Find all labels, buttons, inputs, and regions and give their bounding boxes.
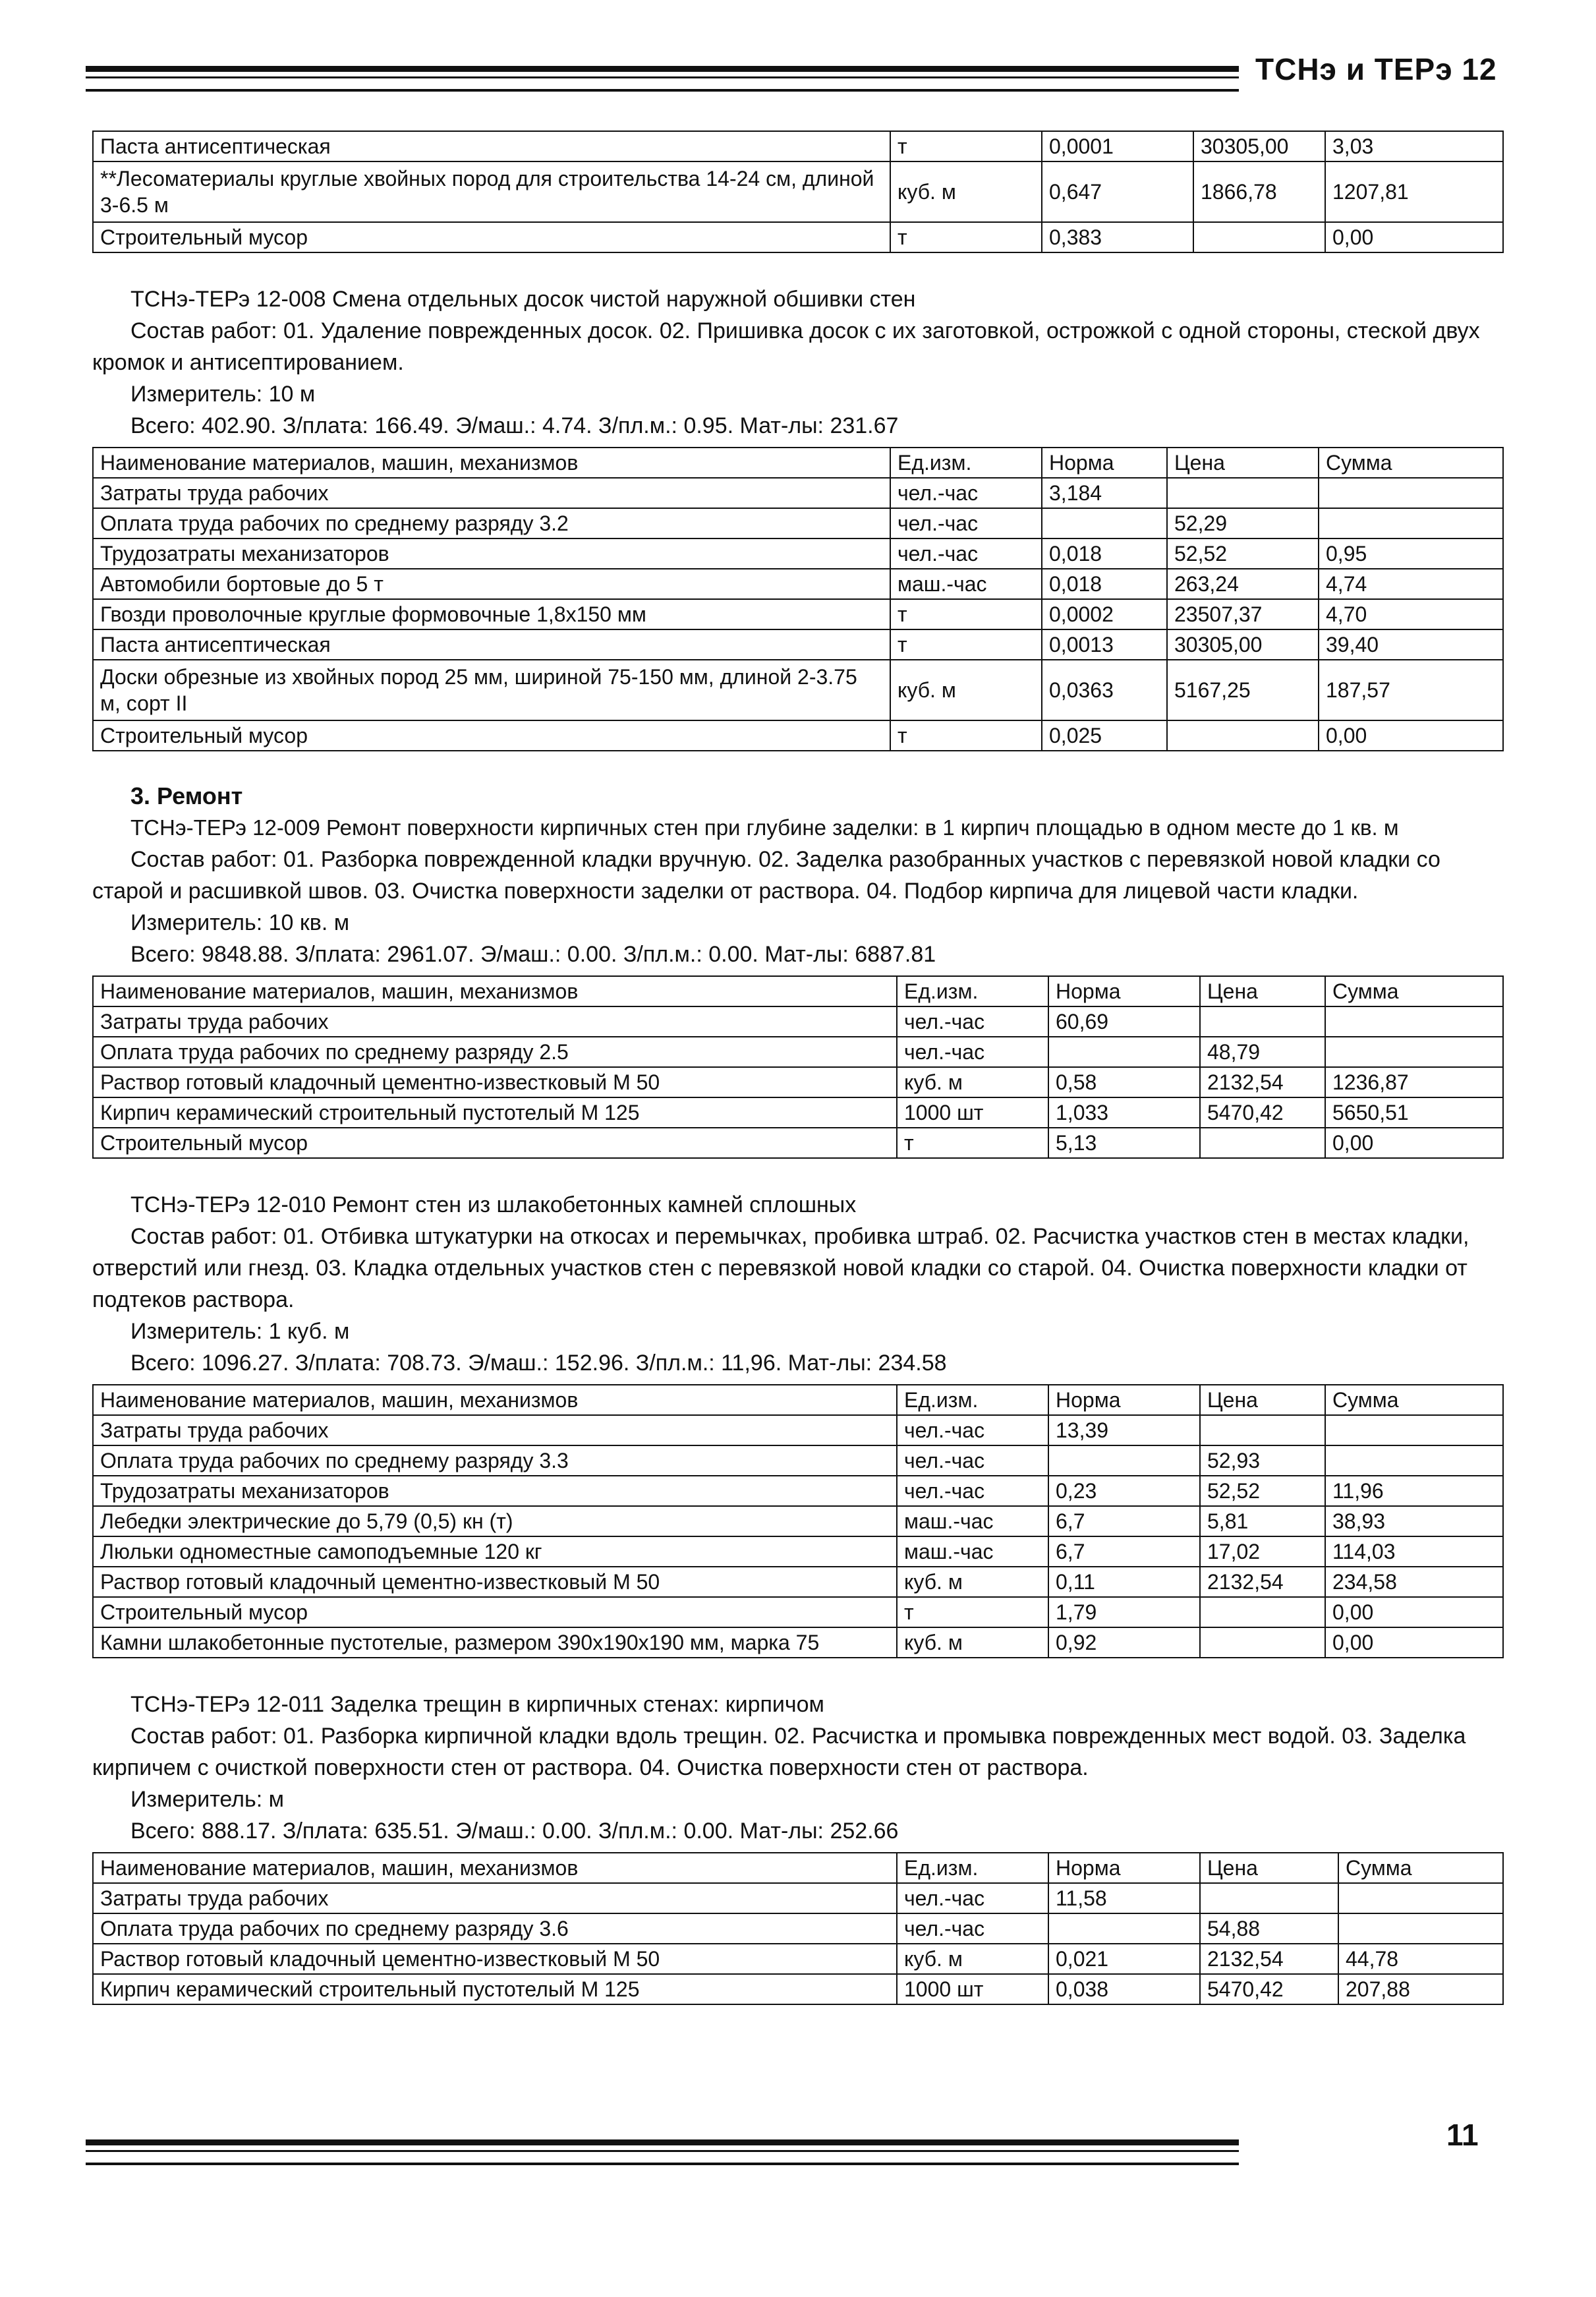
- cell-unit: куб. м: [897, 1067, 1048, 1097]
- cell-name: Паста антисептическая: [93, 629, 890, 660]
- table-row: [93, 1037, 1503, 1067]
- table-entry-010: [92, 1384, 1504, 1658]
- column-header: Наименование материалов, машин, механизмов: [93, 1385, 897, 1415]
- cell-name: Затраты труда рабочих: [93, 1006, 897, 1037]
- table-row: [93, 1567, 1503, 1597]
- table-entry-008: [92, 447, 1504, 751]
- entry-009-totals: Всего: 9848.88. З/плата: 2961.07. Э/маш.: 0.00. З/пл.м.: 0.00. Мат-лы: 6887.81: [130, 942, 936, 967]
- cell-name: Оплата труда рабочих по среднему разряду 3.6: [93, 1913, 897, 1944]
- cell-sum: 11,96: [1325, 1476, 1503, 1506]
- table-row: [93, 222, 1503, 252]
- table-row: [93, 720, 1503, 751]
- entry-009-composition: Состав работ: 01. Разборка поврежденной кладки вручную. 02. Заделка разобранных участков с перевязкой новой кладки со старой и расшивкой швов. 03. Очистка поверхности заделки от раствора. 04. Подбор кирпича для лицевой части кладки.: [92, 847, 1440, 904]
- entry-010-title: ТСНэ-ТЕРэ 12-010 Ремонт стен из шлакобетонных камней сплошных: [130, 1192, 857, 1217]
- table-row: [93, 161, 1503, 222]
- footer-rule: [86, 2139, 1239, 2165]
- cell-price: 1866,78: [1193, 161, 1325, 222]
- table-row: [93, 1415, 1503, 1445]
- cell-sum: [1325, 1445, 1503, 1476]
- cell-norm: 0,23: [1048, 1476, 1200, 1506]
- cell-norm: 1,033: [1048, 1097, 1200, 1128]
- cell-name: Трудозатраты механизаторов: [93, 538, 890, 569]
- table-row: [93, 1067, 1503, 1097]
- cell-price: 30305,00: [1193, 131, 1325, 161]
- cell-sum: 0,00: [1325, 222, 1503, 252]
- table-row: [93, 1913, 1503, 1944]
- table-row: [93, 478, 1503, 508]
- entry-011-title: ТСНэ-ТЕРэ 12-011 Заделка трещин в кирпичных стенах: кирпичом: [130, 1692, 824, 1717]
- column-header: Норма: [1042, 448, 1167, 478]
- cell-name: Камни шлакобетонные пустотелые, размером 390x190x190 мм, марка 75: [93, 1627, 897, 1658]
- cell-price: 5,81: [1200, 1506, 1325, 1536]
- table-header-row: [93, 976, 1503, 1006]
- cell-name: Строительный мусор: [93, 720, 890, 751]
- column-header: Сумма: [1319, 448, 1503, 478]
- entry-010-composition: Состав работ: 01. Отбивка штукатурки на откосах и перемычках, пробивка штраб. 02. Расчистка участков стен в местах кладки, отверстий или гнезд. 03. Кладка отдельных участков стен с перевязкой новой кладки со старой. 04. Очистка поверхности кладки от подтеков раствора.: [92, 1224, 1469, 1312]
- cell-price: 2132,54: [1200, 1567, 1325, 1597]
- table-row: [93, 1944, 1503, 1974]
- table-row: [93, 1445, 1503, 1476]
- cell-sum: 1236,87: [1325, 1067, 1503, 1097]
- cell-norm: 0,025: [1042, 720, 1167, 751]
- cell-unit: чел.-час: [897, 1913, 1048, 1944]
- cell-unit: куб. м: [897, 1627, 1048, 1658]
- cell-sum: 0,95: [1319, 538, 1503, 569]
- cell-price: 5167,25: [1167, 660, 1319, 720]
- entry-008-meter: Измеритель: 10 м: [130, 382, 316, 407]
- cell-price: 23507,37: [1167, 599, 1319, 629]
- cell-name: Автомобили бортовые до 5 т: [93, 569, 890, 599]
- cell-sum: 234,58: [1325, 1567, 1503, 1597]
- table-row: [93, 599, 1503, 629]
- column-header: Сумма: [1338, 1853, 1503, 1883]
- table-row: [93, 131, 1503, 161]
- cell-sum: [1319, 478, 1503, 508]
- cell-unit: куб. м: [890, 660, 1042, 720]
- cell-unit: т: [890, 629, 1042, 660]
- cell-unit: т: [897, 1128, 1048, 1158]
- cell-name: Раствор готовый кладочный цементно-известковый М 50: [93, 1944, 897, 1974]
- table-row: [93, 1883, 1503, 1913]
- cell-norm: [1048, 1037, 1200, 1067]
- cell-price: 263,24: [1167, 569, 1319, 599]
- entry-011-composition: Состав работ: 01. Разборка кирпичной кладки вдоль трещин. 02. Расчистка и промывка поврежденных мест водой. 03. Заделка кирпичем с очисткой поверхности стен от раствора. 04. Очистка поверхности стен от раствора.: [92, 1724, 1466, 1780]
- cell-unit: чел.-час: [897, 1415, 1048, 1445]
- cell-sum: 0,00: [1319, 720, 1503, 751]
- cell-unit: куб. м: [897, 1944, 1048, 1974]
- entry-011-meter: Измеритель: м: [130, 1787, 285, 1812]
- cell-unit: маш.-час: [897, 1506, 1048, 1536]
- cell-sum: 3,03: [1325, 131, 1503, 161]
- cell-sum: 207,88: [1338, 1974, 1503, 2004]
- cell-name: Оплата труда рабочих по среднему разряду 3.3: [93, 1445, 897, 1476]
- cell-name: Затраты труда рабочих: [93, 478, 890, 508]
- table-row: [93, 569, 1503, 599]
- cell-sum: 4,74: [1319, 569, 1503, 599]
- column-header: Наименование материалов, машин, механизмов: [93, 448, 890, 478]
- cell-sum: [1325, 1415, 1503, 1445]
- cell-norm: 5,13: [1048, 1128, 1200, 1158]
- cell-price: 5470,42: [1200, 1974, 1338, 2004]
- cell-norm: 11,58: [1048, 1883, 1200, 1913]
- cell-norm: 0,11: [1048, 1567, 1200, 1597]
- cell-name: Строительный мусор: [93, 1597, 897, 1627]
- cell-price: 2132,54: [1200, 1944, 1338, 1974]
- column-header: Сумма: [1325, 1385, 1503, 1415]
- column-header: Сумма: [1325, 976, 1503, 1006]
- cell-name: Строительный мусор: [93, 222, 890, 252]
- cell-unit: маш.-час: [890, 569, 1042, 599]
- cell-sum: 1207,81: [1325, 161, 1503, 222]
- cell-price: 54,88: [1200, 1913, 1338, 1944]
- table-row: [93, 1476, 1503, 1506]
- cell-name: **Лесоматериалы круглые хвойных пород для строительства 14-24 см, длиной 3-6.5 м: [93, 161, 890, 222]
- cell-sum: 38,93: [1325, 1506, 1503, 1536]
- page-number: 11: [1446, 2118, 1479, 2152]
- cell-price: 52,93: [1200, 1445, 1325, 1476]
- cell-price: [1200, 1415, 1325, 1445]
- cell-unit: куб. м: [890, 161, 1042, 222]
- cell-price: 5470,42: [1200, 1097, 1325, 1128]
- entry-008-totals: Всего: 402.90. З/плата: 166.49. Э/маш.: 4.74. З/пл.м.: 0.95. Мат-лы: 231.67: [130, 413, 899, 438]
- cell-name: Гвозди проволочные круглые формовочные 1,8x150 мм: [93, 599, 890, 629]
- cell-name: Трудозатраты механизаторов: [93, 1476, 897, 1506]
- cell-unit: чел.-час: [897, 1037, 1048, 1067]
- cell-norm: 6,7: [1048, 1536, 1200, 1567]
- cell-sum: 4,70: [1319, 599, 1503, 629]
- column-header: Цена: [1200, 1385, 1325, 1415]
- cell-norm: 0,021: [1048, 1944, 1200, 1974]
- cell-unit: т: [890, 720, 1042, 751]
- cell-price: [1200, 1883, 1338, 1913]
- cell-price: 17,02: [1200, 1536, 1325, 1567]
- column-header: Ед.изм.: [897, 1853, 1048, 1883]
- page-header-title: ТСНэ и ТЕРэ 12: [1255, 52, 1497, 86]
- cell-name: Раствор готовый кладочный цементно-известковый М 50: [93, 1067, 897, 1097]
- cell-unit: т: [890, 131, 1042, 161]
- cell-norm: 0,018: [1042, 569, 1167, 599]
- cell-norm: 0,0002: [1042, 599, 1167, 629]
- cell-norm: 6,7: [1048, 1506, 1200, 1536]
- column-header: Норма: [1048, 1853, 1200, 1883]
- entry-010-meter: Измеритель: 1 куб. м: [130, 1319, 350, 1344]
- cell-norm: 3,184: [1042, 478, 1167, 508]
- cell-name: Кирпич керамический строительный пустотелый М 125: [93, 1974, 897, 2004]
- cell-norm: 0,018: [1042, 538, 1167, 569]
- column-header: Норма: [1048, 976, 1200, 1006]
- header-rule: [86, 66, 1239, 92]
- cell-sum: [1338, 1883, 1503, 1913]
- column-header: Ед.изм.: [897, 1385, 1048, 1415]
- column-header: Норма: [1048, 1385, 1200, 1415]
- cell-norm: [1048, 1913, 1200, 1944]
- cell-price: 2132,54: [1200, 1067, 1325, 1097]
- cell-norm: 0,58: [1048, 1067, 1200, 1097]
- cell-name: Оплата труда рабочих по среднему разряду 2.5: [93, 1037, 897, 1067]
- section-heading: 3. Ремонт: [130, 782, 243, 809]
- table-top: [92, 131, 1504, 253]
- cell-unit: чел.-час: [890, 478, 1042, 508]
- cell-sum: 0,00: [1325, 1627, 1503, 1658]
- page-content: [92, 125, 1502, 2005]
- cell-unit: чел.-час: [897, 1883, 1048, 1913]
- table-row: [93, 1974, 1503, 2004]
- cell-price: 52,52: [1167, 538, 1319, 569]
- cell-sum: [1319, 508, 1503, 538]
- entry-010-totals: Всего: 1096.27. З/плата: 708.73. Э/маш.: 152.96. З/пл.м.: 11,96. Мат-лы: 234.58: [130, 1351, 947, 1376]
- table-row: [93, 1506, 1503, 1536]
- cell-price: 30305,00: [1167, 629, 1319, 660]
- cell-norm: 0,0013: [1042, 629, 1167, 660]
- table-row: [93, 629, 1503, 660]
- entry-009-title: ТСНэ-ТЕРэ 12-009 Ремонт поверхности кирпичных стен при глубине заделки: в 1 кирпич площадью в одном месте до 1 кв. м: [130, 815, 1399, 840]
- cell-price: 52,52: [1200, 1476, 1325, 1506]
- cell-norm: [1048, 1445, 1200, 1476]
- cell-unit: чел.-час: [897, 1476, 1048, 1506]
- cell-unit: чел.-час: [897, 1445, 1048, 1476]
- table-row: [93, 1128, 1503, 1158]
- table-header-row: [93, 1385, 1503, 1415]
- cell-norm: 0,92: [1048, 1627, 1200, 1658]
- cell-price: [1200, 1627, 1325, 1658]
- table-entry-009: [92, 975, 1504, 1159]
- cell-price: [1167, 720, 1319, 751]
- entry-008-composition: Состав работ: 01. Удаление поврежденных досок. 02. Пришивка досок с их заготовкой, острожкой с одной стороны, стеской двух кромок и антисептированием.: [92, 318, 1480, 375]
- cell-norm: 0,647: [1042, 161, 1193, 222]
- cell-sum: 39,40: [1319, 629, 1503, 660]
- cell-norm: 13,39: [1048, 1415, 1200, 1445]
- cell-norm: [1042, 508, 1167, 538]
- cell-unit: маш.-час: [897, 1536, 1048, 1567]
- cell-name: Доски обрезные из хвойных пород 25 мм, шириной 75-150 мм, длиной 2-3.75 м, сорт II: [93, 660, 890, 720]
- column-header: Цена: [1167, 448, 1319, 478]
- cell-sum: 187,57: [1319, 660, 1503, 720]
- column-header: Цена: [1200, 976, 1325, 1006]
- cell-price: 48,79: [1200, 1037, 1325, 1067]
- cell-unit: 1000 шт: [897, 1974, 1048, 2004]
- cell-name: Затраты труда рабочих: [93, 1415, 897, 1445]
- cell-norm: 1,79: [1048, 1597, 1200, 1627]
- cell-name: Строительный мусор: [93, 1128, 897, 1158]
- table-row: [93, 660, 1503, 720]
- cell-sum: [1325, 1037, 1503, 1067]
- cell-price: [1200, 1006, 1325, 1037]
- table-row: [93, 508, 1503, 538]
- cell-unit: 1000 шт: [897, 1097, 1048, 1128]
- column-header: Наименование материалов, машин, механизмов: [93, 1853, 897, 1883]
- cell-sum: 0,00: [1325, 1597, 1503, 1627]
- cell-name: Затраты труда рабочих: [93, 1883, 897, 1913]
- cell-sum: 0,00: [1325, 1128, 1503, 1158]
- cell-price: [1200, 1128, 1325, 1158]
- cell-name: Лебедки электрические до 5,79 (0,5) кн (т): [93, 1506, 897, 1536]
- table-header-row: [93, 448, 1503, 478]
- cell-name: Люльки одноместные самоподъемные 120 кг: [93, 1536, 897, 1567]
- table-row: [93, 1597, 1503, 1627]
- cell-name: Раствор готовый кладочный цементно-известковый М 50: [93, 1567, 897, 1597]
- cell-norm: 60,69: [1048, 1006, 1200, 1037]
- cell-unit: чел.-час: [890, 538, 1042, 569]
- table-row: [93, 1627, 1503, 1658]
- column-header: Ед.изм.: [897, 976, 1048, 1006]
- cell-norm: 0,0363: [1042, 660, 1167, 720]
- cell-price: [1200, 1597, 1325, 1627]
- cell-sum: [1325, 1006, 1503, 1037]
- cell-price: [1193, 222, 1325, 252]
- cell-unit: чел.-час: [890, 508, 1042, 538]
- cell-sum: 5650,51: [1325, 1097, 1503, 1128]
- cell-price: [1167, 478, 1319, 508]
- cell-sum: [1338, 1913, 1503, 1944]
- cell-norm: 0,038: [1048, 1974, 1200, 2004]
- entry-011-totals: Всего: 888.17. З/плата: 635.51. Э/маш.: 0.00. З/пл.м.: 0.00. Мат-лы: 252.66: [130, 1818, 899, 1844]
- cell-name: Оплата труда рабочих по среднему разряду 3.2: [93, 508, 890, 538]
- column-header: Наименование материалов, машин, механизмов: [93, 976, 897, 1006]
- table-row: [93, 538, 1503, 569]
- cell-name: Паста антисептическая: [93, 131, 890, 161]
- entry-009-meter: Измеритель: 10 кв. м: [130, 910, 350, 935]
- cell-unit: т: [890, 599, 1042, 629]
- cell-norm: 0,383: [1042, 222, 1193, 252]
- table-row: [93, 1536, 1503, 1567]
- cell-price: 52,29: [1167, 508, 1319, 538]
- entry-008-title: ТСНэ-ТЕРэ 12-008 Смена отдельных досок чистой наружной обшивки стен: [130, 287, 916, 312]
- table-entry-011: [92, 1852, 1504, 2005]
- cell-unit: т: [890, 222, 1042, 252]
- cell-name: Кирпич керамический строительный пустотелый М 125: [93, 1097, 897, 1128]
- table-row: [93, 1006, 1503, 1037]
- column-header: Ед.изм.: [890, 448, 1042, 478]
- cell-norm: 0,0001: [1042, 131, 1193, 161]
- cell-unit: чел.-час: [897, 1006, 1048, 1037]
- cell-sum: 114,03: [1325, 1536, 1503, 1567]
- cell-sum: 44,78: [1338, 1944, 1503, 1974]
- cell-unit: т: [897, 1597, 1048, 1627]
- column-header: Цена: [1200, 1853, 1338, 1883]
- cell-unit: куб. м: [897, 1567, 1048, 1597]
- table-row: [93, 1097, 1503, 1128]
- table-header-row: [93, 1853, 1503, 1883]
